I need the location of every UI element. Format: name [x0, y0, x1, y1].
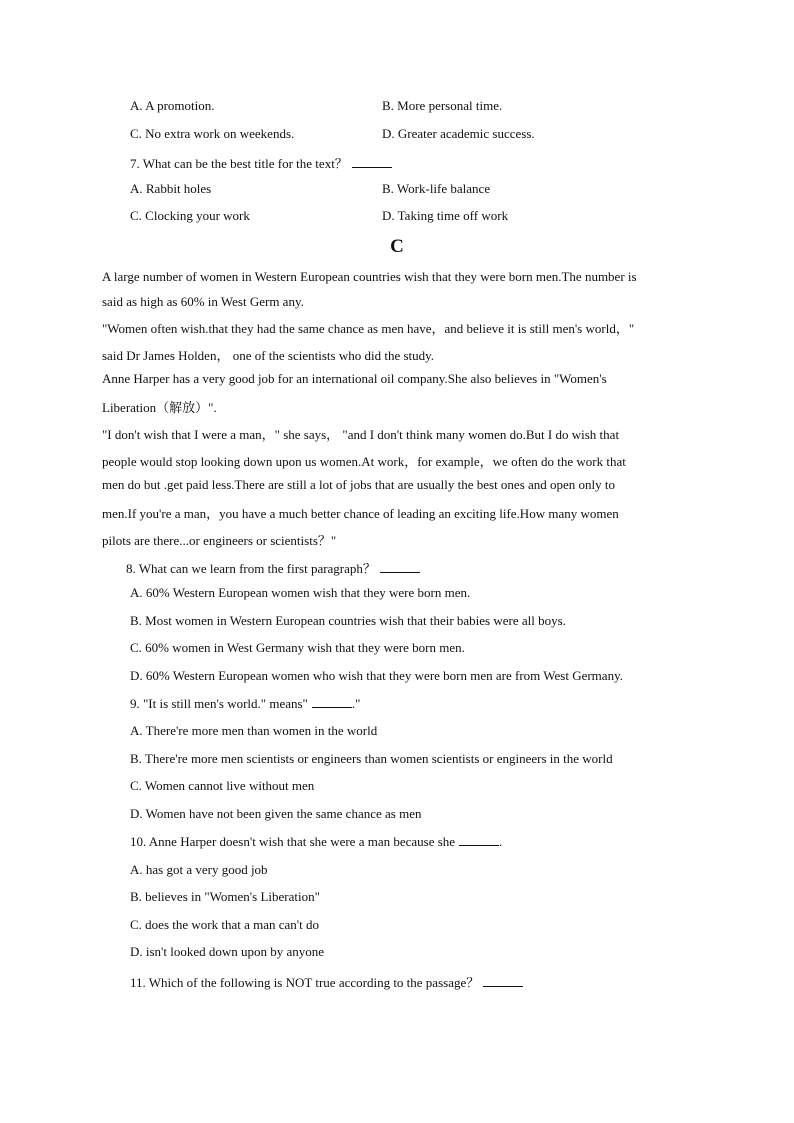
- q8-option-d: D. 60% Western European women who wish that they were born men are from West Germany.: [130, 668, 623, 683]
- q6-option-c: C. No extra work on weekends.: [130, 126, 295, 141]
- passage-line: Liberation（解放）".: [102, 400, 217, 415]
- passage-line: A large number of women in Western European countries wish that they were born men.The number is: [102, 269, 637, 284]
- q6-option-a: A. A promotion.: [130, 98, 215, 113]
- q10-option-b: B. believes in "Women's Liberation": [130, 889, 320, 904]
- q10-option-a: A. has got a very good job: [130, 862, 268, 877]
- q6-options-row-1: [130, 98, 690, 118]
- passage-line: men.If you're a man，you have a much better chance of leading an exciting life.How many women: [102, 506, 619, 521]
- q8-stem: 8. What can we learn from the first paragraph？: [126, 558, 420, 577]
- q10-option-d: D. isn't looked down upon by anyone: [130, 944, 325, 959]
- q10-stem: 10. Anne Harper doesn't wish that she were a man because she .: [130, 834, 503, 849]
- q6-options-row-2: [130, 126, 690, 146]
- q11-answer-blank[interactable]: [483, 985, 523, 987]
- passage-line: men do but .get paid less.There are still a lot of jobs that are usually the best ones and open only to: [102, 477, 616, 492]
- passage-line: people would stop looking down upon us women.At work，for example，we often do the work that: [102, 454, 626, 469]
- q8-answer-blank[interactable]: [380, 571, 420, 573]
- q7-options-row-2: [130, 208, 690, 228]
- q9-option-a: A. There're more men than women in the world: [130, 723, 378, 738]
- passage-line: said as high as 60% in West Germ any.: [102, 294, 304, 309]
- q8-option-c: C. 60% women in West Germany wish that they were born men.: [130, 640, 465, 655]
- passage-line: "Women often wish.that they had the same chance as men have，and believe it is still men's world，": [102, 321, 635, 336]
- q7-answer-blank[interactable]: [352, 166, 392, 168]
- q9-option-c: C. Women cannot live without men: [130, 778, 315, 793]
- q6-option-b: B. More personal time.: [382, 98, 503, 113]
- q7-option-d: D. Taking time off work: [382, 208, 509, 223]
- q11-stem: 11. Which of the following is NOT true according to the passage？: [130, 972, 523, 991]
- q6-option-d: D. Greater academic success.: [382, 126, 535, 141]
- q8-option-b: B. Most women in Western European countries wish that their babies were all boys.: [130, 613, 566, 628]
- q7-option-a: A. Rabbit holes: [130, 181, 212, 196]
- q8-option-a: A. 60% Western European women wish that they were born men.: [130, 585, 471, 600]
- section-heading: C: [390, 236, 404, 257]
- passage-line: pilots are there...or engineers or scientists？": [102, 533, 337, 548]
- q9-option-d: D. Women have not been given the same chance as men: [130, 806, 422, 821]
- q9-answer-blank[interactable]: [312, 706, 352, 708]
- q7-option-b: B. Work-life balance: [382, 181, 491, 196]
- q9-option-b: B. There're more men scientists or engineers than women scientists or engineers in the world: [130, 751, 613, 766]
- q9-stem: 9. "It is still men's world." means" .": [130, 696, 361, 711]
- q7-stem: 7. What can be the best title for the text？: [130, 153, 392, 172]
- q10-answer-blank[interactable]: [459, 844, 499, 846]
- q10-option-c: C. does the work that a man can't do: [130, 917, 319, 932]
- passage-line: said Dr James Holden， one of the scientists who did the study.: [102, 348, 435, 363]
- q7-options-row-1: [130, 181, 690, 201]
- q7-option-c: C. Clocking your work: [130, 208, 250, 223]
- passage-line: Anne Harper has a very good job for an international oil company.She also believes in "Women's: [102, 371, 607, 386]
- passage-line: "I don't wish that I were a man，" she says， "and I don't think many women do.But I do wish that: [102, 427, 620, 442]
